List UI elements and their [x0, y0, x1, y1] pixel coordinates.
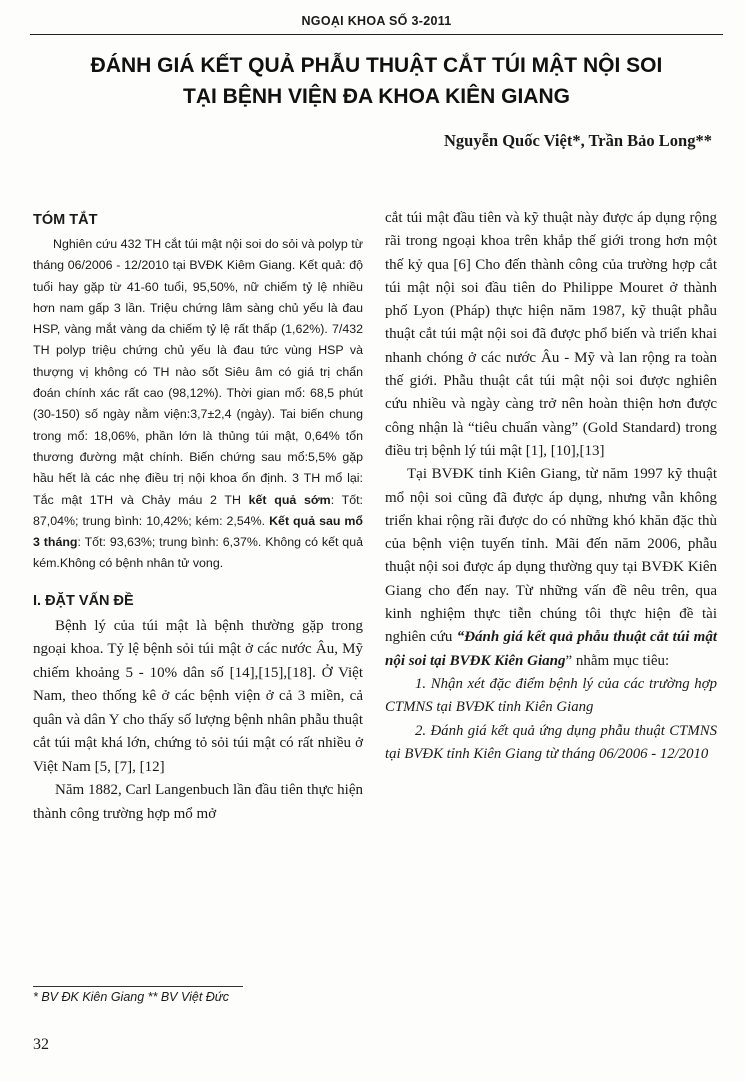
objective-2: 2. Đánh giá kết quả ứng dụng phẫu thuật CTMNS tại BVĐK tỉnh Kiên Giang từ tháng 06/2006 - 12/2010 [385, 722, 717, 762]
article-title [40, 50, 713, 112]
page-number: 32 [33, 1036, 49, 1053]
abstract-text-a: Nghiên cứu 432 TH cắt túi mật nội soi do sỏi và polyp từ tháng 06/2006 - 12/2010 tại BVĐK Kiêm Giang. Kết quả: độ tuổi hay gặp từ 41-60 tuổi, 95,50%, nữ chiếm tỷ lệ nhiều hơn nam gấp 3 lần. Triệu chứng lâm sàng chủ yếu là đau HSP, vàng mắt vàng da chiếm tỷ lệ rất thấp (1,62%). 7/432 TH polyp triệu chứng chủ yếu là đau tức vùng HSP và thượng vị không có TH nào sốt Siêu âm có giá trị chẩn đoán chính xác rất cao (98,12%). Thời gian mổ: 68,5 phút (30-150) số ngày nằm viện:3,7±2,4 (ngày). Tai biến chung trong mổ: 18,06%, phần lớn là thủng túi mật, 0,64% tổn thương đường mật chính. Biến chứng sau mổ:5,5% gặp hầu hết là các nhẹ điều trị nội khoa ổn định. 3 TH mổ lại: Tắc mật 1TH và Chảy máu 2 TH [33, 237, 363, 507]
abstract-heading: TÓM TẮT [33, 212, 98, 228]
abstract-text [33, 234, 363, 575]
intro-paragraph-3-b: ” nhằm mục tiêu: [565, 652, 670, 669]
section1-heading: I. ĐẶT VẤN ĐỀ [33, 592, 134, 609]
journal-header: NGOẠI KHOA SỐ 3-2011 [301, 14, 452, 28]
authors: Nguyễn Quốc Việt*, Trần Bảo Long** [443, 131, 712, 150]
title-line-1: ĐÁNH GIÁ KẾT QUẢ PHẪU THUẬT CẮT TÚI MẬT NỘI SOI [90, 54, 663, 77]
abstract-label-late: Kết quả sau mổ 3 tháng [33, 513, 364, 550]
left-column [33, 212, 363, 826]
title-line-2: TẠI BỆNH VIỆN ĐA KHOA KIÊN GIANG [183, 85, 570, 108]
study-title-quote: “Đánh giá kết quả phẫu thuật cắt túi mật nội soi tại BVĐK Kiên Giang [385, 629, 717, 669]
right-column [385, 207, 717, 766]
intro-paragraph-1: Bệnh lý của túi mật là bệnh thường gặp trong ngoại khoa. Tỷ lệ bệnh sỏi túi mật ở các nước Âu, Mỹ chiếm khoảng 5 - 10% dân số [14],[15],[18]. Ở Việt Nam, theo thống kê ở các bệnh viện ở cả 3 miền, cả quân và dân Y cho thấy số lượng bệnh nhân phẫu thuật cắt túi mật khá lớn, chứng tỏ sỏi túi mật có rất nhiều ở Việt Nam [5, [7], [12] [33, 617, 363, 775]
abstract-text-c: : Tốt: 93,63%; trung bình: 6,37%. Không có kết quả kém.Không có bệnh nhân tử vong. [33, 535, 363, 571]
intro-paragraph-2: Năm 1882, Carl Langenbuch lần đầu tiên thực hiện thành công trường hợp mổ mở [33, 782, 363, 822]
intro-paragraph-2-continued: cắt túi mật đầu tiên và kỹ thuật này được áp dụng rộng rãi trong ngoại khoa trên khắp thế giới trong hơn một thế kỷ qua [6] Cho đến thành công của trường hợp cắt túi mật nội soi đầu tiên do Philippe Mouret ở thành phố Lyon (Pháp) thực hiện năm 1987, kỹ thuật phẫu thuật cắt túi mật nội soi đã được phổ biến và triển khai nhanh chóng ở các nước Âu - Mỹ và lan rộng ra toàn thế giới. Phẫu thuật cắt túi mật nội soi được nghiên cứu nhiều và ngày càng trở nên hoàn thiện hơn được công nhận là “tiêu chuẩn vàng” (Gold Standard) trong điều trị bệnh lý túi mật [1], [10],[13] [385, 210, 717, 459]
footnote: * BV ĐK Kiên Giang ** BV Việt Đức [33, 990, 229, 1004]
section-gap [33, 575, 363, 593]
intro-paragraph-3-a: Tại BVĐK tỉnh Kiên Giang, từ năm 1997 kỹ thuật mổ nội soi cũng đã được áp dụng, nhưng vẫn không triển khai rộng rãi được do có những khó khăn đặc thù của bệnh viện tuyến tỉnh. Mãi đến năm 2006, phẫu thuật nội soi được áp dụng thường quy tại BVĐK Kiên Giang cho đến nay. Từ những vấn đề nêu trên, qua kinh nghiệm thực tiễn chúng tôi thực hiện đề tài nghiên cứu [385, 466, 717, 646]
footnote-rule [33, 986, 243, 987]
abstract-label-early: kết quả sớm [248, 492, 331, 507]
header-rule [30, 34, 723, 35]
objective-1: 1. Nhận xét đặc điểm bệnh lý của các trường hợp CTMNS tại BVĐK tỉnh Kiên Giang [385, 675, 717, 716]
abstract-text-b: : Tốt: 87,04%; trung bình: 10,42%; kém: 2,54%. [33, 492, 363, 528]
intro-paragraph-3 [385, 463, 717, 673]
